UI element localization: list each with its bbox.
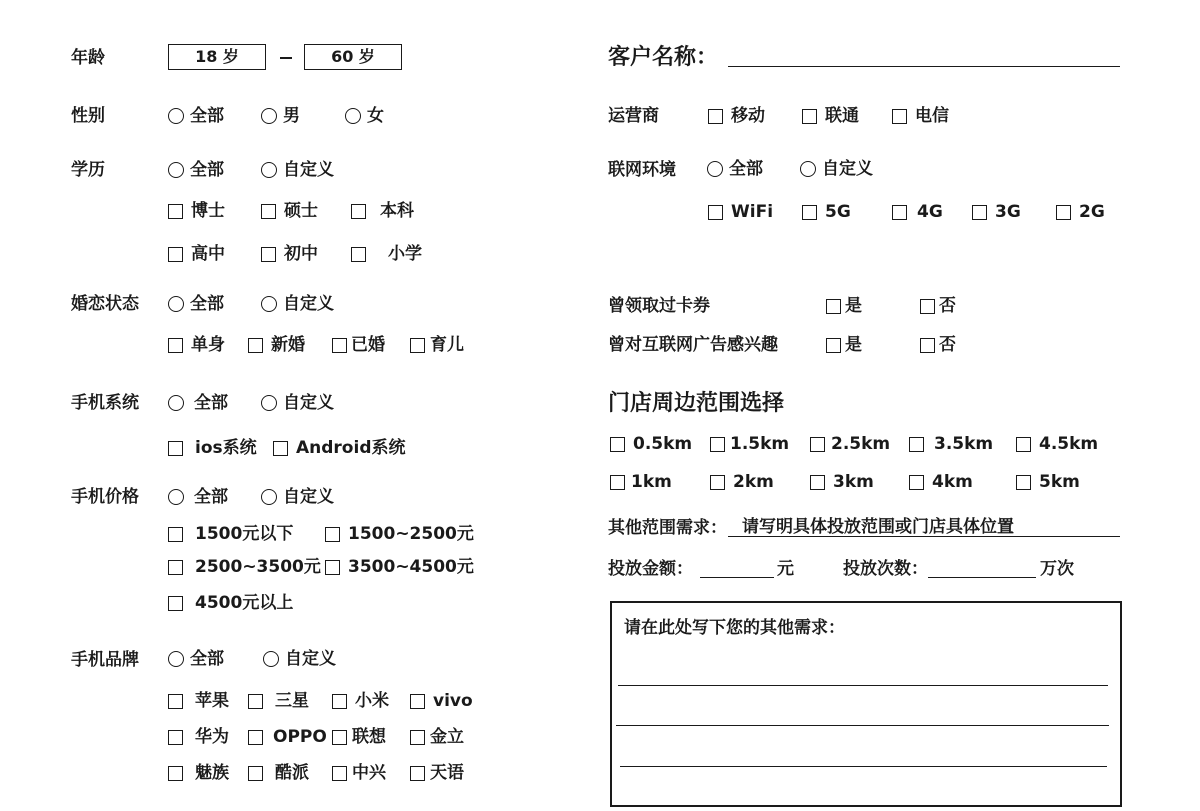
radio-icon [168, 489, 184, 505]
requirements-line-3 [620, 766, 1107, 767]
radio-icon [261, 162, 277, 178]
budget-amount-unit: 元 [777, 559, 794, 579]
carrier-mobile-checkbox[interactable]: 移动 [708, 106, 765, 126]
range-2km-checkbox[interactable]: 2km [710, 472, 774, 492]
brand-label: 手机品牌 [71, 650, 139, 670]
gender-female-radio[interactable]: 女 [345, 106, 384, 126]
coupon-label: 曾领取过卡券 [608, 296, 710, 316]
checkbox-icon [920, 299, 935, 314]
checkbox-icon [168, 560, 183, 575]
checkbox-icon [610, 475, 625, 490]
range-3km-checkbox[interactable]: 3km [810, 472, 874, 492]
marital-custom-radio[interactable]: 自定义 [261, 294, 334, 314]
price-1500-2500-checkbox[interactable]: 1500~2500元 [325, 524, 474, 544]
network-2g-checkbox[interactable]: 2G [1056, 202, 1105, 222]
checkbox-icon [168, 338, 183, 353]
marital-label: 婚恋状态 [71, 294, 139, 314]
checkbox-icon [810, 437, 825, 452]
education-label: 学历 [71, 160, 105, 180]
budget-amount-input[interactable] [700, 577, 774, 578]
brand-tianyu-checkbox[interactable]: 天语 [410, 763, 464, 783]
checkbox-icon [248, 338, 263, 353]
checkbox-icon [710, 437, 725, 452]
checkbox-icon [168, 247, 183, 262]
checkbox-icon [168, 441, 183, 456]
checkbox-icon [710, 475, 725, 490]
requirements-line-1 [618, 685, 1108, 686]
budget-amount-label: 投放金额： [608, 559, 693, 579]
checkbox-icon [351, 204, 366, 219]
checkbox-icon [802, 109, 817, 124]
checkbox-icon [410, 338, 425, 353]
network-label: 联网环境 [608, 160, 676, 180]
checkbox-icon [826, 338, 841, 353]
checkbox-icon [909, 475, 924, 490]
checkbox-icon [332, 338, 347, 353]
os-label: 手机系统 [71, 393, 139, 413]
price-over4500-checkbox[interactable]: 4500元以上 [168, 593, 293, 613]
brand-meizu-checkbox[interactable]: 魅族 [168, 763, 229, 783]
checkbox-icon [168, 694, 183, 709]
ad-interest-label: 曾对互联网广告感兴趣 [608, 335, 778, 355]
range-title: 门店周边范围选择 [608, 391, 785, 416]
os-android-checkbox[interactable]: Android系统 [273, 438, 406, 458]
customer-name-input[interactable] [728, 66, 1120, 67]
range-3-5km-checkbox[interactable]: 3.5km [909, 434, 993, 454]
checkbox-icon [168, 527, 183, 542]
marital-all-radio[interactable]: 全部 [168, 294, 224, 314]
coupon-yes-checkbox[interactable]: 是 [826, 296, 862, 316]
age-max-field[interactable]: 60 岁 [304, 44, 402, 70]
coupon-no-checkbox[interactable]: 否 [920, 296, 956, 316]
radio-icon [168, 162, 184, 178]
range-2-5km-checkbox[interactable]: 2.5km [810, 434, 890, 454]
requirements-line-2 [616, 725, 1109, 726]
checkbox-icon [1016, 475, 1031, 490]
range-4-5km-checkbox[interactable]: 4.5km [1016, 434, 1098, 454]
carrier-label: 运营商 [608, 106, 659, 126]
price-label: 手机价格 [71, 487, 139, 507]
checkbox-icon [708, 109, 723, 124]
os-ios-checkbox[interactable]: ios系统 [168, 438, 257, 458]
marital-parenting-checkbox[interactable]: 育儿 [410, 335, 464, 355]
os-custom-radio[interactable]: 自定义 [261, 393, 334, 413]
network-all-radio[interactable]: 全部 [707, 159, 763, 179]
education-bachelor-checkbox[interactable]: 本科 [351, 201, 414, 221]
brand-xiaomi-checkbox[interactable]: 小米 [332, 691, 389, 711]
other-range-input[interactable]: 请写明具体投放范围或门店具体位置 [728, 517, 1120, 537]
checkbox-icon [1016, 437, 1031, 452]
brand-lenovo-checkbox[interactable]: 联想 [332, 727, 386, 747]
carrier-telecom-checkbox[interactable]: 电信 [892, 106, 949, 126]
ad-interest-no-checkbox[interactable]: 否 [920, 335, 956, 355]
checkbox-icon [168, 730, 183, 745]
checkbox-icon [332, 694, 347, 709]
price-custom-radio[interactable]: 自定义 [261, 487, 334, 507]
network-3g-checkbox[interactable]: 3G [972, 202, 1021, 222]
radio-icon [263, 651, 279, 667]
checkbox-icon [972, 205, 987, 220]
radio-icon [168, 651, 184, 667]
brand-oppo-checkbox[interactable]: OPPO [248, 727, 327, 747]
brand-zte-checkbox[interactable]: 中兴 [332, 763, 386, 783]
education-master-checkbox[interactable]: 硕士 [261, 201, 318, 221]
brand-vivo-checkbox[interactable]: vivo [410, 691, 473, 711]
checkbox-icon [273, 441, 288, 456]
education-all-radio[interactable]: 全部 [168, 160, 224, 180]
checkbox-icon [168, 596, 183, 611]
customer-name-label: 客户名称： [608, 45, 719, 70]
budget-times-unit: 万次 [1040, 559, 1074, 579]
price-2500-3500-checkbox[interactable]: 2500~3500元 [168, 557, 321, 577]
checkbox-icon [410, 730, 425, 745]
radio-icon [168, 296, 184, 312]
checkbox-icon [892, 205, 907, 220]
checkbox-icon [248, 730, 263, 745]
checkbox-icon [261, 247, 276, 262]
gender-all-radio[interactable]: 全部 [168, 106, 224, 126]
range-1-5km-checkbox[interactable]: 1.5km [710, 434, 789, 454]
network-5g-checkbox[interactable]: 5G [802, 202, 851, 222]
marital-married-checkbox[interactable]: 已婚 [332, 335, 385, 355]
range-5km-checkbox[interactable]: 5km [1016, 472, 1080, 492]
checkbox-icon [325, 527, 340, 542]
price-3500-4500-checkbox[interactable]: 3500~4500元 [325, 557, 474, 577]
network-4g-checkbox[interactable]: 4G [892, 202, 943, 222]
budget-times-label: 投放次数： [843, 559, 928, 579]
ad-interest-yes-checkbox[interactable]: 是 [826, 335, 862, 355]
age-range-dash [280, 57, 292, 59]
checkbox-icon [892, 109, 907, 124]
checkbox-icon [261, 204, 276, 219]
checkbox-icon [332, 730, 347, 745]
checkbox-icon [909, 437, 924, 452]
education-middleschool-checkbox[interactable]: 初中 [261, 244, 318, 264]
checkbox-icon [920, 338, 935, 353]
checkbox-icon [168, 766, 183, 781]
radio-icon [261, 108, 277, 124]
checkbox-icon [325, 560, 340, 575]
range-4km-checkbox[interactable]: 4km [909, 472, 973, 492]
marital-newlywed-checkbox[interactable]: 新婚 [248, 335, 305, 355]
radio-icon [800, 161, 816, 177]
radio-icon [261, 296, 277, 312]
radio-icon [168, 395, 184, 411]
other-range-label: 其他范围需求： [608, 518, 727, 538]
network-wifi-checkbox[interactable]: WiFi [708, 202, 773, 222]
radio-icon [168, 108, 184, 124]
radio-icon [261, 489, 277, 505]
checkbox-icon [708, 205, 723, 220]
brand-gionee-checkbox[interactable]: 金立 [410, 727, 464, 747]
radio-icon [261, 395, 277, 411]
checkbox-icon [332, 766, 347, 781]
education-phd-checkbox[interactable]: 博士 [168, 201, 225, 221]
radio-icon [345, 108, 361, 124]
os-all-radio[interactable]: 全部 [168, 393, 228, 413]
age-label: 年龄 [71, 48, 105, 68]
network-custom-radio[interactable]: 自定义 [800, 159, 873, 179]
range-0-5km-checkbox[interactable]: 0.5km [610, 434, 692, 454]
checkbox-icon [802, 205, 817, 220]
age-min-field[interactable]: 18 岁 [168, 44, 266, 70]
brand-coolpad-checkbox[interactable]: 酷派 [248, 763, 309, 783]
brand-custom-radio[interactable]: 自定义 [263, 649, 336, 669]
gender-male-radio[interactable]: 男 [261, 106, 300, 126]
education-custom-radio[interactable]: 自定义 [261, 160, 334, 180]
marital-single-checkbox[interactable]: 单身 [168, 335, 225, 355]
checkbox-icon [610, 437, 625, 452]
budget-times-input[interactable] [928, 577, 1036, 578]
checkbox-icon [826, 299, 841, 314]
brand-all-radio[interactable]: 全部 [168, 649, 224, 669]
education-highschool-checkbox[interactable]: 高中 [168, 244, 225, 264]
brand-samsung-checkbox[interactable]: 三星 [248, 691, 309, 711]
range-1km-checkbox[interactable]: 1km [610, 472, 672, 492]
brand-huawei-checkbox[interactable]: 华为 [168, 727, 229, 747]
checkbox-icon [410, 766, 425, 781]
price-under1500-checkbox[interactable]: 1500元以下 [168, 524, 293, 544]
carrier-unicom-checkbox[interactable]: 联通 [802, 106, 859, 126]
checkbox-icon [248, 766, 263, 781]
checkbox-icon [410, 694, 425, 709]
gender-label: 性别 [71, 106, 105, 126]
checkbox-icon [1056, 205, 1071, 220]
requirements-prompt: 请在此处写下您的其他需求： [624, 618, 845, 638]
brand-apple-checkbox[interactable]: 苹果 [168, 691, 229, 711]
checkbox-icon [168, 204, 183, 219]
education-primary-checkbox[interactable]: 小学 [351, 244, 422, 264]
checkbox-icon [810, 475, 825, 490]
radio-icon [707, 161, 723, 177]
checkbox-icon [351, 247, 366, 262]
checkbox-icon [248, 694, 263, 709]
price-all-radio[interactable]: 全部 [168, 487, 228, 507]
